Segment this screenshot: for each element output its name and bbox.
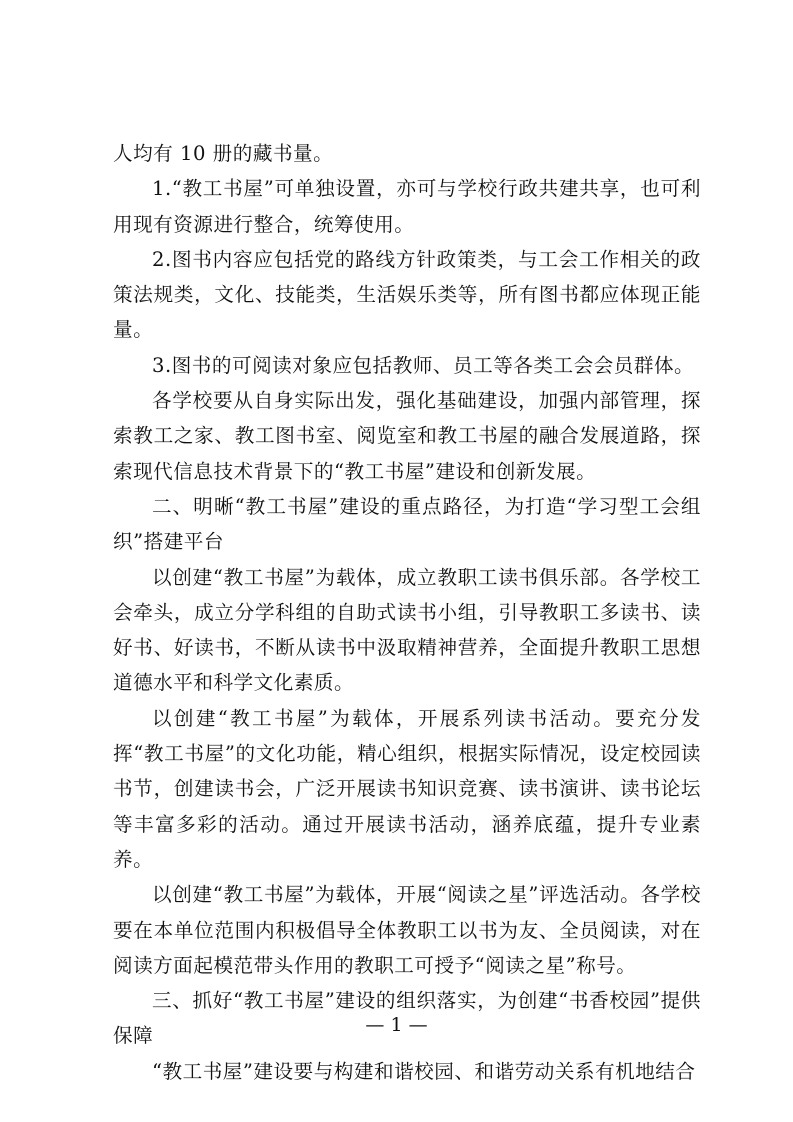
paragraph: 以创建“教工书屋”为载体，开展系列读书活动。要充分发挥“教工书屋”的文化功能，精心组织，根据实际情况，设定校园读书节，创建读书会，广泛开展读书知识竞赛、读书演讲、读书论坛等丰富多彩的活动。通过开展读书活动，涵养底蕴，提升专业素养。 <box>113 706 701 871</box>
paragraph: 人均有 10 册的藏书量。 <box>113 142 334 165</box>
document-body <box>113 136 701 1089</box>
paragraph: 3.图书的可阅读对象应包括教师、员工等各类工会会员群体。 <box>152 353 695 377</box>
paragraph: 以创建“教工书屋”为载体，成立教职工读书俱乐部。各学校工会牵头，成立分学科组的自助式读书小组，引导教职工多读书、读好书、好读书，不断从读书中汲取精神营养，全面提升教职工思想道德水平和科学文化素质。 <box>113 565 701 695</box>
paragraph: 1.“教工书屋”可单独设置，亦可与学校行政共建共享，也可利用现有资源进行整合，统筹使用。 <box>113 177 701 236</box>
page-number: — 1 — <box>365 1014 428 1036</box>
paragraph: 以创建“教工书屋”为载体，开展“阅读之星”评选活动。各学校要在本单位范围内积极倡导全体教职工以书为友、全员阅读，对在阅读方面起模范带头作用的教职工可授予“阅读之星”称号。 <box>113 883 701 977</box>
paragraph: 2.图书内容应包括党的路线方针政策类，与工会工作相关的政策法规类，文化、技能类，生活娱乐类等，所有图书都应体现正能量。 <box>113 247 701 342</box>
paragraph: 各学校要从自身实际出发，强化基础建设，加强内部管理，探索教工之家、教工图书室、阅览室和教工书屋的融合发展道路，探索现代信息技术背景下的“教工书屋”建设和创新发展。 <box>113 389 701 483</box>
paragraph: 三、抓好“教工书屋”建设的组织落实，为创建“书香校园”提供保障 <box>113 989 701 1048</box>
paragraph: “教工书屋”建设要与构建和谐校园、和谐劳动关系有机地结合 <box>152 1059 696 1083</box>
paragraph: 二、明晰“教工书屋”建设的重点路径，为打造“学习型工会组织”搭建平台 <box>113 494 701 554</box>
